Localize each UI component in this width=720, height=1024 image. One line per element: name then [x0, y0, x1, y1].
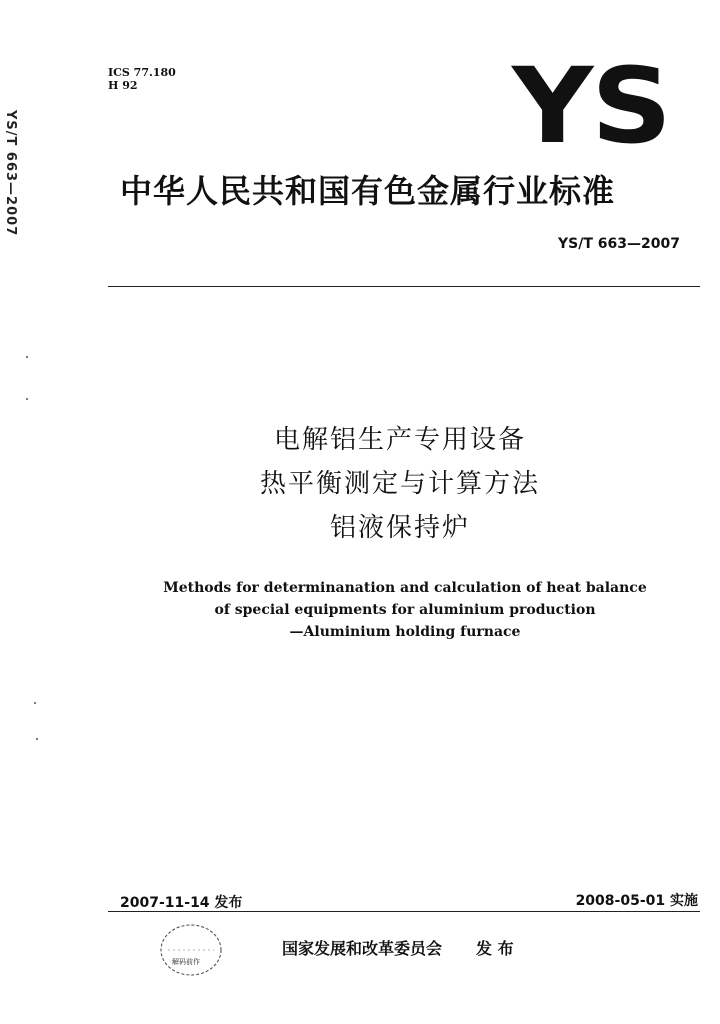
scan-speck: [36, 738, 38, 740]
english-title-line-3: —Aluminium holding furnace: [289, 624, 521, 640]
scan-speck: [26, 398, 28, 400]
seal-stamp: [158, 920, 224, 978]
ics-code: ICS 77.180: [108, 66, 176, 79]
issue-date: 2007-11-14 发布: [120, 895, 243, 911]
issuer: [282, 936, 514, 959]
issuer-action: 发 布: [476, 939, 514, 958]
chinese-title-line-2: 热平衡测定与计算方法: [259, 469, 540, 499]
issuer-name: 国家发展和改革委员会: [282, 939, 443, 958]
scan-speck: [26, 356, 28, 358]
scan-speck: [34, 702, 36, 704]
ys-logo: YS: [512, 45, 670, 167]
chinese-title-line-1: 电解铝生产专用设备: [273, 425, 526, 455]
english-title-line-1: Methods for determinanation and calculation of heat balance: [163, 580, 647, 596]
top-divider: [108, 286, 700, 287]
chinese-title: [140, 418, 660, 550]
classification-codes: [108, 66, 176, 92]
side-standard-code: YS/T 663—2007: [3, 110, 18, 237]
english-title: [150, 577, 660, 643]
seal-text: 解码前作: [172, 958, 200, 966]
bottom-divider: [108, 911, 700, 912]
standard-number: YS/T 663—2007: [558, 236, 680, 252]
industry-standard-title: 中华人民共和国有色金属行业标准: [120, 172, 616, 210]
implementation-date: 2008-05-01 实施: [575, 893, 698, 909]
chinese-title-line-3: 铝液保持炉: [329, 513, 470, 543]
category-code: H 92: [108, 79, 138, 92]
english-title-line-2: of special equipments for aluminium production: [214, 602, 596, 618]
